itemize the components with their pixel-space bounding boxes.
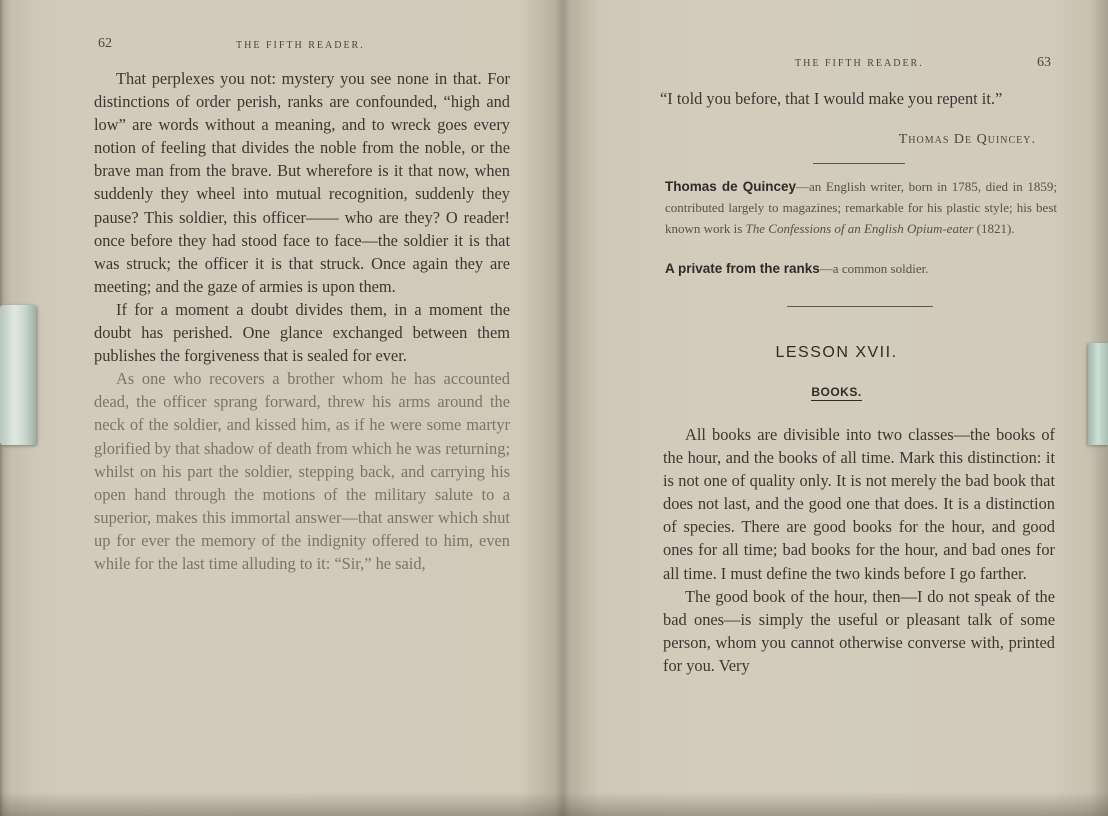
lesson-title: LESSON XVII.	[775, 344, 898, 361]
left-page-number: 62	[98, 36, 112, 51]
note-term-quincey: Thomas de Quincey	[665, 179, 797, 194]
right-page-number: 63	[1037, 55, 1051, 70]
note-term-private: A private from the ranks	[665, 261, 820, 276]
left-paragraph-1: That perplexes you not: mystery you see none in that. For distinctions of order perish, ranks are confounded, “high and low” are words without a meaning, and to wreck goes every notion of feeling that divides the noble from the noble, or the brave man from the brave. But wherefore is it that now, when suddenly they wheel into mutual recognition, suddenly they pause? This soldier, this officer—— who are they? O reader! once before they had stood face to face—the soldier it is that was struck; the officer it is that struck. Once again they are meeting; and the gaze of armies is upon them.	[94, 69, 510, 296]
short-rule	[813, 163, 905, 164]
note-quincey	[665, 176, 1057, 239]
right-body-text	[663, 423, 1055, 677]
left-page-tab	[0, 305, 36, 445]
author-attribution: Thomas De Quincey.	[898, 132, 1036, 147]
left-running-head: THE FIFTH READER.	[236, 40, 365, 51]
bottom-shadow	[0, 792, 1108, 816]
note-text-private: —a common soldier.	[819, 261, 929, 276]
note-private	[665, 258, 1057, 279]
lesson-subtitle-text: BOOKS.	[811, 385, 862, 399]
lesson-subtitle	[565, 385, 1108, 399]
left-body-text	[94, 67, 510, 575]
note-book-title: The Confessions of an English Opium-eater	[745, 221, 974, 236]
left-paragraph-3: As one who recovers a brother whom he has accounted dead, the officer sprang forward, threw his arms around the neck of the soldier, and kissed him, as if he were some martyr glorified by that shadow of death from which he was returning; whilst on his part the soldier, stepping back, and carrying his open hand through the motions of the military salute to a superior, makes this immortal answer—that answer which shut up for ever the memory of the indignity offered to him, even while for the last time alluding to it: “Sir,” he said,	[94, 369, 510, 573]
note-text-quincey-a: —an English writer, born in 1785, died in 1859; contributed largely to magazines; remarkable for his plastic style; his best known work is	[665, 179, 1057, 236]
right-page-tab	[1088, 343, 1108, 445]
right-paragraph-2: The good book of the hour, then—I do not speak of the bad ones—is simply the useful or pleasant talk of some person, whom you cannot otherwise converse with, printed for you. Very	[663, 586, 1055, 675]
section-rule	[787, 306, 933, 307]
note-text-quincey-b: (1821).	[973, 221, 1015, 236]
left-paragraph-2: If for a moment a doubt divides them, in a moment the doubt has perished. One glance exchanged between them publishes the forgiveness that is sealed for ever.	[94, 299, 510, 366]
right-page	[565, 0, 1108, 816]
right-running-head: THE FIFTH READER.	[795, 58, 924, 69]
right-paragraph-1: All books are divisible into two classes—the books of the hour, and the books of all time. Mark this distinction: it is not one of quality only. It is not merely the bad book that does not last, and the good one that does. It is a distinction of species. There are good books for the hour, and good ones for all time; bad books for the hour, and bad ones for all time. I must define the two kinds before I go farther.	[663, 425, 1055, 583]
quote-ending: “I told you before, that I would make you repent it.”	[660, 89, 1003, 108]
